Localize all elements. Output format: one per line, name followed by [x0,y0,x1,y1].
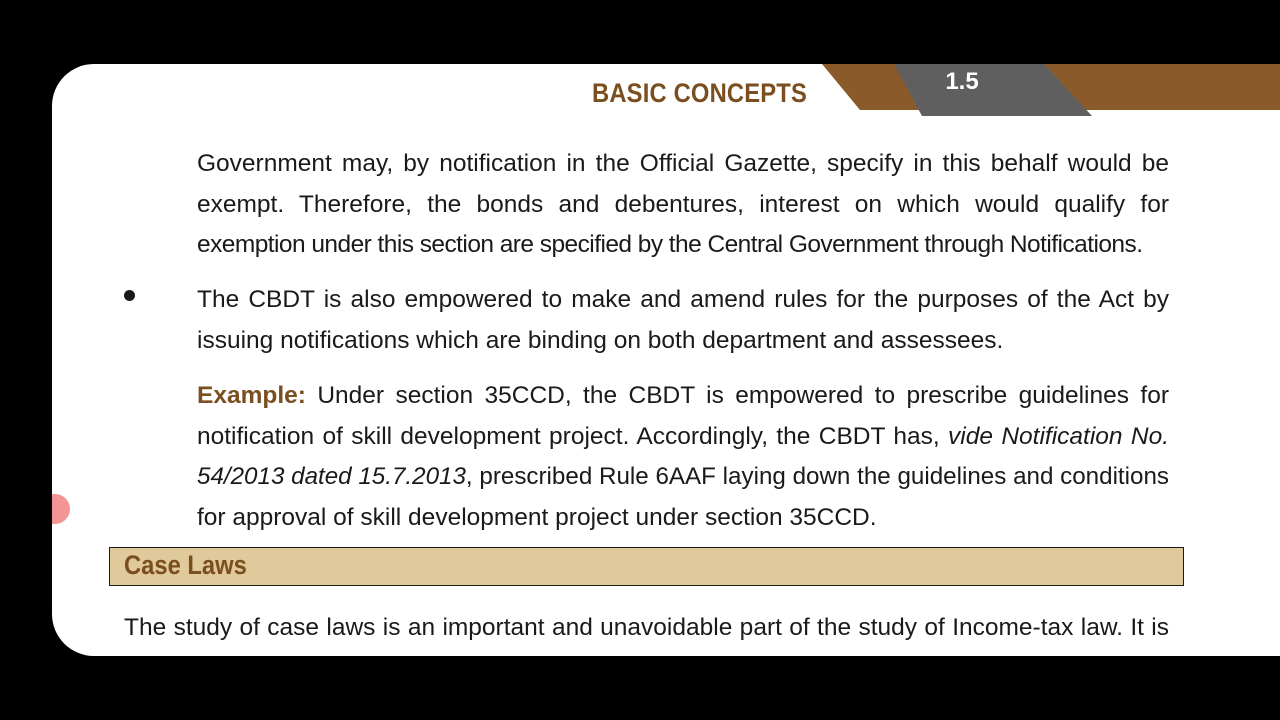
case-laws-heading: Case Laws [124,550,247,580]
text-line: exempt. Therefore, the bonds and debentures, interest on which would qualify for [197,190,1169,218]
example-label: Example: [197,382,306,409]
bullet-icon [124,290,135,301]
text-line: The CBDT is also empowered to make and amend rules for the purposes of the Act by [197,286,1169,313]
example-line-2 [197,417,1169,458]
page-number: 1.5 [945,68,979,95]
text-line: issuing notifications which are binding on both department and assessees. [197,326,1004,354]
document-page [52,64,1280,656]
text-line: Government may, by notification in the Official Gazette, specify in this behalf would be [197,150,1169,177]
example-text: , prescribed Rule 6AAF laying down the guidelines and conditions [465,463,1170,490]
text-line: The study of case laws is an important and unavoidable part of the study of Income-tax law. It is [124,614,1169,641]
example-text: Under section 35CCD, the CBDT is empowered to prescribe guidelines for [317,382,1169,409]
example-text: notification of skill development project. Accordingly, the CBDT has, [197,422,940,450]
example-line-4: for approval of skill development project under section 35CCD. [197,503,877,531]
paragraph-cbdt-rules [197,280,1169,361]
paragraph-case-laws [124,608,1169,649]
pointer-marker [52,494,70,524]
paragraph-example [197,376,1169,538]
example-line-3 [197,457,1169,498]
paragraph-exemption [197,144,1169,266]
chapter-title: BASIC CONCEPTS [592,78,808,108]
example-line-1 [197,376,1169,417]
notification-ref: 54/2013 dated 15.7.2013 [197,463,466,490]
text-line: exemption under this section are specified by the Central Government through Notifications. [197,231,1143,258]
notification-ref: vide Notification No. [948,422,1170,450]
case-laws-heading-box [109,547,1184,586]
